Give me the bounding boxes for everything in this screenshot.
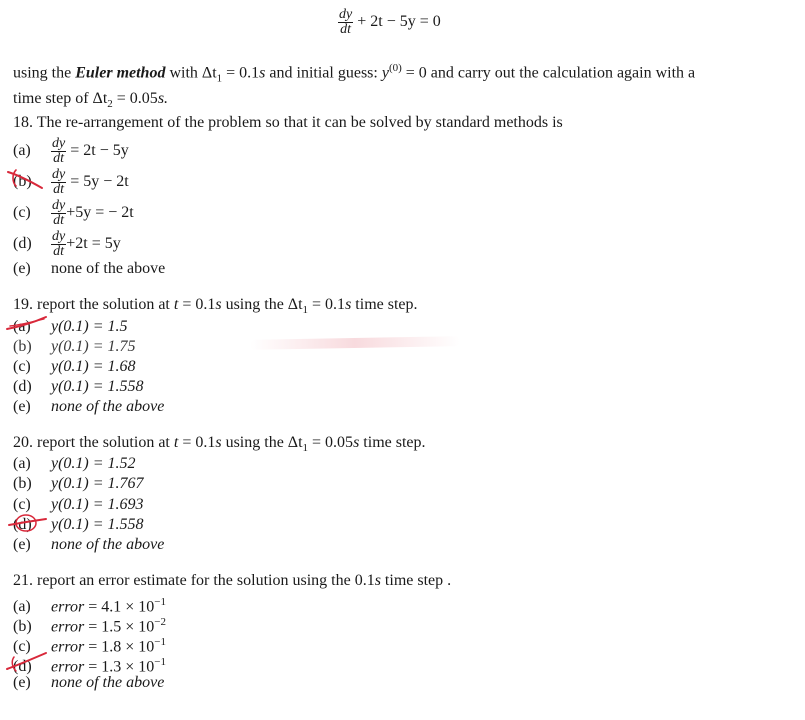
statement-line-1 [13, 58, 788, 89]
text: time step . [380, 572, 452, 589]
option-word: error [51, 638, 85, 656]
q21-option-a[interactable] [13, 592, 166, 616]
exponent: −2 [154, 616, 166, 628]
fraction-numerator: dy [52, 167, 66, 182]
statement-line-2 [13, 89, 788, 114]
ode-equation [338, 8, 441, 37]
option-text: y(0.1) = 1.767 [51, 475, 144, 492]
subscript: 1 [302, 304, 309, 317]
option-text: y(0.1) = 1.5 [51, 318, 128, 335]
subscript: 2 [107, 97, 113, 110]
variable: y [381, 64, 389, 82]
option-value: = 1.5 × 10 [84, 618, 155, 636]
option-label: (d) [13, 235, 32, 253]
equation-rest: + 2t − 5y = 0 [357, 13, 441, 31]
option-label: (b) [13, 338, 32, 355]
question-18-title: 18. The re-arrangement of the problem so that it can be solved by standard methods is [13, 114, 563, 131]
unit: s [345, 296, 352, 313]
derivative-fraction [51, 230, 66, 259]
text: = 0.1 [308, 296, 346, 313]
problem-statement [13, 58, 788, 114]
text: = 0.1 [222, 64, 260, 82]
unit: s [374, 572, 381, 589]
option-text: none of the above [51, 398, 165, 415]
q21-option-b[interactable] [13, 612, 166, 636]
q20-option-e[interactable] [13, 534, 164, 555]
fraction-denominator: dt [51, 244, 66, 259]
option-text: +5y = − 2t [66, 204, 134, 222]
unit: s [215, 296, 222, 313]
option-label: (b) [13, 618, 32, 636]
question-21-title [13, 572, 451, 590]
text: 21. report an error estimate for the solution using the 0.1 [13, 572, 375, 589]
derivative-fraction [51, 137, 66, 166]
fraction-numerator: dy [52, 136, 66, 151]
q19-option-e[interactable] [13, 396, 164, 417]
fraction-numerator: dy [52, 198, 66, 213]
text: using the Δt [221, 434, 303, 451]
question-20-title [13, 434, 426, 454]
fraction-denominator: dt [51, 213, 66, 228]
q21-option-d[interactable] [13, 652, 166, 676]
option-text: none of the above [51, 260, 166, 277]
option-text: = 2t − 5y [70, 142, 129, 160]
q19-option-a[interactable] [13, 316, 128, 337]
option-value: = 1.3 × 10 [84, 658, 155, 676]
q20-option-c[interactable] [13, 494, 144, 515]
unit: s [259, 64, 266, 82]
option-word: error [51, 658, 85, 676]
option-label: (b) [13, 173, 32, 191]
text: time step. [359, 434, 426, 451]
exponent: −1 [154, 656, 166, 668]
option-label: (d) [13, 378, 32, 395]
option-label: (b) [13, 475, 32, 492]
q19-option-d[interactable] [13, 376, 144, 397]
fraction-numerator: dy [52, 229, 66, 244]
question-19-title [13, 296, 418, 316]
text: = 0.05 [112, 89, 158, 107]
derivative-fraction [338, 8, 353, 37]
option-label: (e) [13, 260, 31, 277]
fraction-denominator: dt [51, 151, 66, 166]
fraction-denominator: dt [338, 22, 353, 37]
option-word: error [51, 598, 85, 616]
q18-option-e[interactable] [13, 258, 165, 279]
derivative-fraction [51, 199, 66, 228]
unit: s [353, 434, 360, 451]
option-label: (a) [13, 318, 31, 335]
q20-option-b[interactable] [13, 473, 144, 494]
red-smear-mark [250, 336, 460, 350]
subscript: 1 [216, 72, 223, 85]
text: with Δt [165, 64, 217, 82]
option-label: (a) [13, 455, 31, 472]
q19-option-b[interactable] [13, 336, 136, 357]
option-label: (d) [13, 658, 32, 676]
q21-option-e[interactable] [13, 672, 164, 693]
text: and initial guess: [265, 64, 382, 82]
option-label: (e) [13, 536, 31, 553]
derivative-fraction [51, 168, 66, 197]
fraction-numerator: dy [339, 7, 353, 22]
option-text: y(0.1) = 1.52 [51, 455, 136, 472]
exponent: −1 [154, 636, 166, 648]
text: = 0.1 [178, 434, 216, 451]
q18-option-b[interactable] [13, 167, 129, 197]
option-label: (e) [13, 674, 31, 691]
option-text: y(0.1) = 1.693 [51, 496, 144, 513]
q21-option-c[interactable] [13, 632, 166, 656]
option-label: (c) [13, 638, 31, 656]
option-text: y(0.1) = 1.558 [51, 378, 144, 395]
option-label: (d) [13, 516, 32, 533]
option-text: none of the above [51, 536, 165, 553]
unit: s [215, 434, 222, 451]
text: 20. report the solution at [13, 434, 174, 451]
option-value: = 1.8 × 10 [84, 638, 155, 656]
text: = 0.1 [178, 296, 216, 313]
q18-option-a[interactable] [13, 136, 129, 166]
text: = 0 and carry out the calculation again with a [401, 64, 696, 82]
variable: t [173, 434, 179, 451]
text: time step. [351, 296, 418, 313]
subscript: 1 [302, 442, 309, 455]
option-text: y(0.1) = 1.75 [51, 338, 136, 355]
option-label: (c) [13, 358, 31, 375]
option-text: y(0.1) = 1.558 [51, 516, 144, 533]
q18-option-d[interactable] [13, 229, 121, 259]
option-label: (c) [13, 496, 31, 513]
option-word: error [51, 618, 85, 636]
q18-option-c[interactable] [13, 198, 134, 228]
text: time step of Δt [13, 89, 108, 107]
text: using the [13, 64, 76, 82]
fraction-denominator: dt [51, 182, 66, 197]
option-label: (c) [13, 204, 31, 222]
variable: t [173, 296, 179, 313]
option-text: none of the above [51, 674, 165, 691]
q19-option-c[interactable] [13, 356, 136, 377]
text: using the Δt [221, 296, 303, 313]
option-label: (a) [13, 142, 31, 160]
q20-option-a[interactable] [13, 453, 136, 474]
option-text: y(0.1) = 1.68 [51, 358, 136, 375]
option-text: = 5y − 2t [70, 173, 129, 191]
exponent: −1 [154, 596, 166, 608]
unit: s. [157, 89, 169, 107]
superscript: (0) [388, 62, 402, 74]
option-label: (a) [13, 598, 31, 616]
text: = 0.05 [308, 434, 354, 451]
q20-option-d[interactable] [13, 514, 144, 535]
option-value: = 4.1 × 10 [84, 598, 155, 616]
text: 19. report the solution at [13, 296, 174, 313]
option-text: +2t = 5y [66, 235, 121, 253]
method-name: Euler method [75, 64, 166, 82]
option-label: (e) [13, 398, 31, 415]
